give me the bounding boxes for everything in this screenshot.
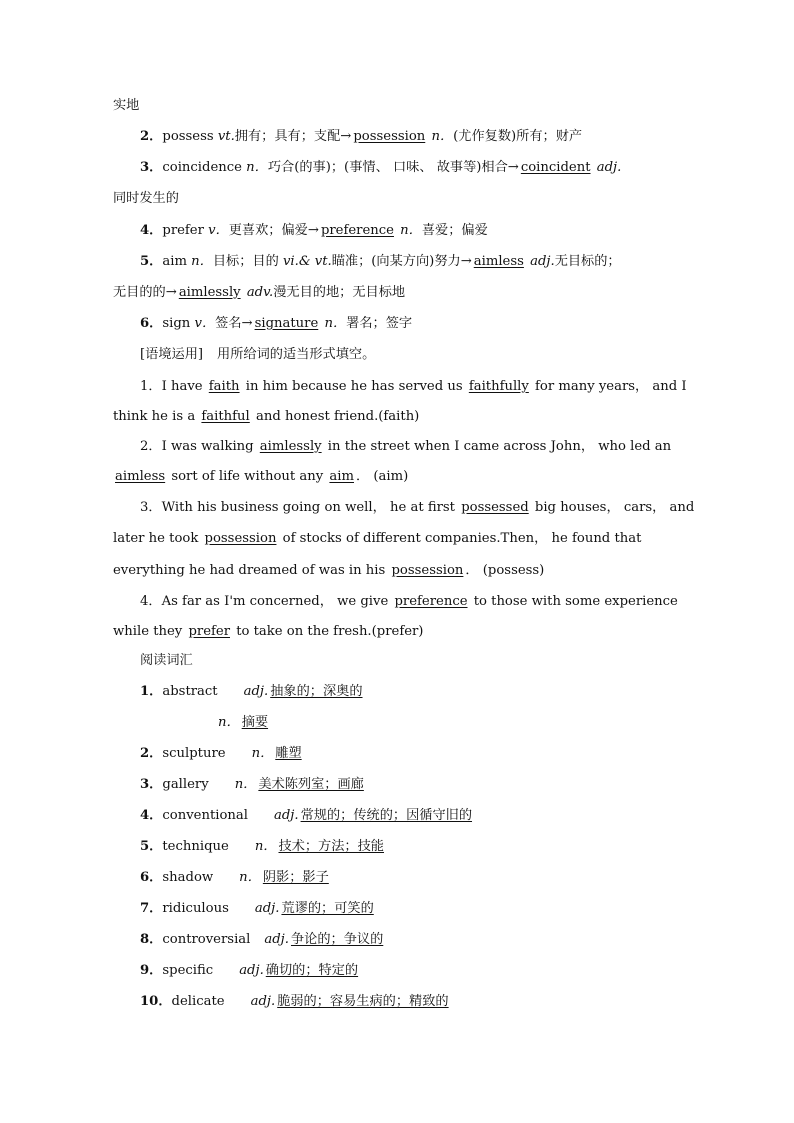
answer: 技术；方法；技能	[278, 839, 384, 854]
answer: 摘要	[241, 715, 269, 730]
word: prefer	[162, 223, 209, 238]
meaning: 瞄准；(向某方向)努力→	[331, 254, 472, 269]
meaning: 无目标的；	[554, 254, 621, 269]
reading-item-6	[140, 868, 710, 888]
context-heading-line	[140, 345, 710, 365]
reading-item-10	[140, 992, 710, 1012]
text: 实地	[113, 98, 140, 113]
meaning: 署名；签字	[346, 316, 413, 331]
vocab-item-3	[140, 158, 710, 178]
word: sign	[162, 316, 195, 331]
word: gallery	[162, 777, 209, 792]
word: shadow	[162, 870, 214, 885]
meaning: 目标；目的	[212, 254, 283, 269]
meaning: 漫无目的地；无目标地	[273, 285, 406, 300]
reading-item-4	[140, 806, 710, 826]
answer: faithful	[201, 409, 250, 424]
item-number: 3．	[140, 160, 163, 175]
text: in him because he has served us	[241, 379, 467, 394]
word: conventional	[162, 808, 248, 823]
item-number: 9．	[140, 963, 163, 978]
word: abstract	[162, 684, 218, 699]
part-of-speech: adj.	[264, 932, 289, 947]
item-number: 10．	[140, 994, 172, 1009]
question-1-line-1	[140, 377, 710, 397]
part-of-speech: adj.	[525, 254, 555, 269]
item-number: 6．	[140, 316, 163, 331]
text: later he took	[113, 531, 203, 546]
part-of-speech: n．	[320, 316, 347, 331]
part-of-speech: n．	[254, 839, 277, 854]
item-number: 5．	[140, 254, 163, 269]
part-of-speech: n．	[246, 160, 268, 175]
item-number: 8．	[140, 932, 163, 947]
part-of-speech: n．	[251, 746, 274, 761]
answer: signature	[254, 316, 319, 331]
text: 2．I was walking	[140, 439, 258, 454]
vocab-item-4	[140, 221, 710, 241]
reading-item-7	[140, 899, 710, 919]
text: ． (possess)	[465, 563, 545, 578]
answer: possessed	[461, 500, 529, 515]
word: aim	[162, 254, 192, 269]
question-2-line-2	[113, 467, 683, 487]
question-1-line-2	[113, 407, 683, 427]
word: specific	[162, 963, 214, 978]
meaning: (尤作复数)所有；财产	[453, 129, 583, 144]
text: big houses， cars， and	[530, 500, 695, 515]
part-of-speech: adv.	[242, 285, 274, 300]
vocab-item-6	[140, 314, 710, 334]
meaning: 拥有；具有；支配→	[234, 129, 352, 144]
meaning: 喜爱；偏爱	[421, 223, 488, 238]
text: 4．As far as I'm concerned， we give	[140, 594, 393, 609]
answer: aimless	[473, 254, 524, 269]
question-3-line-2	[113, 529, 683, 549]
item-number: 7．	[140, 901, 163, 916]
answer: 确切的；特定的	[265, 963, 359, 978]
vocab-item-2	[140, 127, 710, 147]
reading-item-1-n	[218, 713, 788, 733]
text: in the street when I came across John， who led an	[323, 439, 672, 454]
question-3-line-3	[113, 561, 683, 581]
reading-item-8	[140, 930, 710, 950]
item-number: 2．	[140, 129, 163, 144]
item-number: 3．	[140, 777, 163, 792]
meaning: 无目的的→	[113, 285, 177, 300]
reading-item-2	[140, 744, 710, 764]
text: 1．I have	[140, 379, 207, 394]
item-number: 4．	[140, 808, 163, 823]
reading-heading	[140, 651, 710, 671]
answer: 阴影；影子	[262, 870, 329, 885]
answer: 美术陈列室；画廊	[258, 777, 364, 792]
word: possess	[162, 129, 218, 144]
item-number: 2．	[140, 746, 163, 761]
item-number: 4．	[140, 223, 163, 238]
answer: 争论的；争议的	[290, 932, 384, 947]
part-of-speech: v．	[208, 223, 229, 238]
part-of-speech: vi.& vt.	[282, 254, 332, 269]
part-of-speech: v．	[194, 316, 216, 331]
text: everything he had dreamed of was in his	[113, 563, 390, 578]
text: ． (aim)	[356, 469, 409, 484]
question-4-line-1	[140, 592, 710, 612]
answer: aim	[329, 469, 354, 484]
vocab-item-5-cont	[113, 283, 683, 303]
reading-item-1	[140, 682, 710, 702]
answer: 脆弱的；容易生病的；精致的	[277, 994, 449, 1009]
part-of-speech: n．	[218, 715, 240, 730]
answer: 荒谬的；可笑的	[281, 901, 374, 916]
meaning: 签名→	[215, 316, 253, 331]
section-heading: 阅读词汇	[140, 653, 193, 668]
text: for many years， and I	[530, 379, 687, 394]
question-2-line-1	[140, 437, 710, 457]
item-number: 1．	[140, 684, 163, 699]
part-of-speech: vt.	[217, 129, 235, 144]
answer: 抽象的；深奥的	[270, 684, 363, 699]
text: of stocks of different companies.Then， he found that	[278, 531, 642, 546]
answer: 雕塑	[275, 746, 302, 761]
part-of-speech: adj.	[250, 994, 276, 1009]
answer: prefer	[188, 624, 230, 639]
reading-item-5	[140, 837, 710, 857]
word: sculpture	[162, 746, 226, 761]
answer: faith	[208, 379, 240, 394]
part-of-speech: adj.	[273, 808, 299, 823]
text: think he is a	[113, 409, 200, 424]
part-of-speech: adj.	[239, 963, 264, 978]
answer: 常规的；传统的；因循守旧的	[300, 808, 473, 823]
reading-item-9	[140, 961, 710, 981]
text: sort of life without any	[167, 469, 328, 484]
meaning: 巧合(的事)；(事情、 口味、 故事等)相合→	[267, 160, 519, 175]
part-of-speech: n．	[395, 223, 422, 238]
answer: faithfully	[468, 379, 529, 394]
reading-item-3	[140, 775, 710, 795]
part-of-speech: adj.	[592, 160, 622, 175]
item-number: 5．	[140, 839, 163, 854]
section-heading: [语境运用]	[140, 347, 204, 362]
answer: aimlessly	[178, 285, 241, 300]
word: controversial	[162, 932, 251, 947]
instruction: 用所给词的适当形式填空。	[217, 347, 376, 362]
vocab-item-5	[140, 252, 710, 272]
text: 3．With his business going on well， he at first	[140, 500, 460, 515]
meaning: 更喜欢；偏爱→	[228, 223, 319, 238]
answer: aimless	[115, 469, 166, 484]
part-of-speech: n．	[234, 777, 257, 792]
part-of-speech: n．	[239, 870, 261, 885]
meaning: 同时发生的	[113, 191, 179, 206]
answer: possession	[353, 129, 426, 144]
word: technique	[162, 839, 229, 854]
answer: aimlessly	[259, 439, 322, 454]
vocab-line-continuation	[113, 96, 683, 116]
word: ridiculous	[162, 901, 229, 916]
answer: coincident	[520, 160, 591, 175]
item-number: 6．	[140, 870, 163, 885]
question-3-line-1	[140, 498, 710, 518]
answer: preference	[320, 223, 394, 238]
question-4-line-2	[113, 622, 683, 642]
text: and honest friend.(faith)	[251, 409, 420, 424]
part-of-speech: adj.	[254, 901, 280, 916]
answer: possession	[204, 531, 277, 546]
part-of-speech: adj.	[243, 684, 269, 699]
answer: possession	[391, 563, 464, 578]
answer: preference	[394, 594, 468, 609]
part-of-speech: n．	[427, 129, 454, 144]
text: while they	[113, 624, 187, 639]
vocab-item-3-cont	[113, 189, 683, 209]
part-of-speech: n．	[191, 254, 213, 269]
word: coincidence	[162, 160, 247, 175]
word: delicate	[171, 994, 225, 1009]
text: to those with some experience	[469, 594, 678, 609]
text: to take on the fresh.(prefer)	[232, 624, 424, 639]
